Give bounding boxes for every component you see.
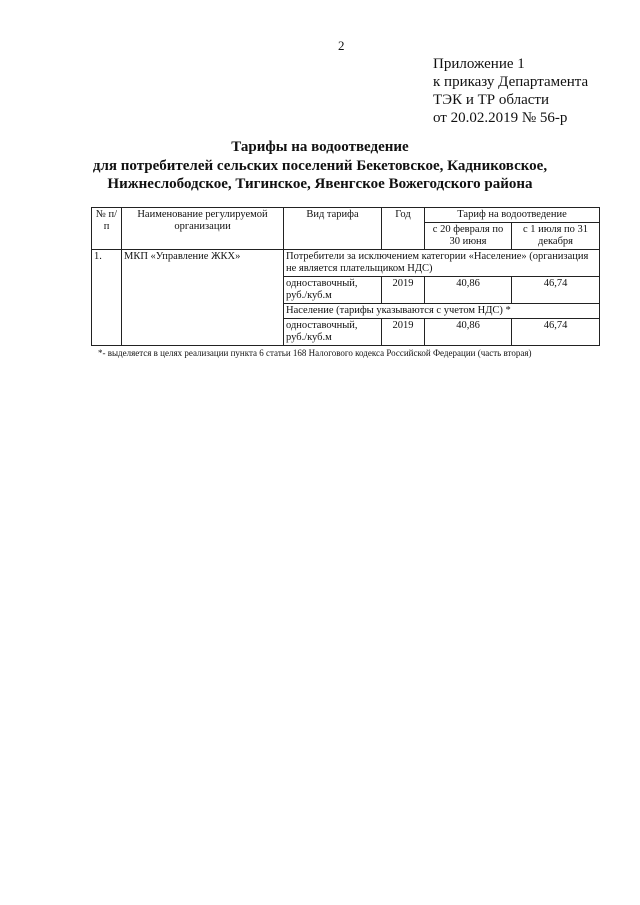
cell-group1-period-1: 40,86 [425, 277, 512, 304]
cell-group2-label: Население (тарифы указываются с учетом НДС) * [284, 304, 600, 319]
title-line-1: Тарифы на водоотведение [231, 139, 409, 155]
cell-group1-period-2: 46,74 [512, 277, 600, 304]
appendix-line-1: Приложение 1 [433, 56, 525, 72]
cell-organization: МКП «Управление ЖКХ» [122, 250, 284, 346]
tariff-table [91, 207, 600, 346]
page-number: 2 [338, 38, 345, 53]
document-title [0, 138, 640, 194]
header-number: № п/п [92, 208, 122, 250]
table-header-row [92, 208, 600, 223]
header-tariff-type: Вид тарифа [284, 208, 382, 250]
appendix-line-3: ТЭК и ТР области [433, 92, 549, 108]
appendix-line-4: от 20.02.2019 № 56-р [433, 110, 568, 126]
title-line-3: Нижнеслободское, Тигинское, Явенгское Вожегодского района [107, 176, 533, 192]
header-organization: Наименование регулируемой организации [122, 208, 284, 250]
footnote: *- выделяется в целях реализации пункта 6 статьи 168 Налогового кодекса Российской Федерации (часть вторая) [98, 348, 532, 358]
header-period-2: с 1 июля по 31 декабря [512, 223, 600, 250]
cell-group2-period-2: 46,74 [512, 319, 600, 346]
cell-group2-type: одноставочный, руб./куб.м [284, 319, 382, 346]
cell-group1-type: одноставочный, руб./куб.м [284, 277, 382, 304]
cell-group1-year: 2019 [382, 277, 425, 304]
title-line-2: для потребителей сельских поселений Бекетовское, Кадниковское, [92, 157, 548, 174]
appendix-reference [433, 55, 588, 127]
table-row [92, 250, 600, 277]
appendix-line-2: к приказу Департамента [433, 74, 589, 90]
cell-group1-label: Потребители за исключением категории «Население» (организация не является плательщиком НДС) [284, 250, 600, 277]
cell-group2-year: 2019 [382, 319, 425, 346]
header-period-1: с 20 февраля по 30 июня [425, 223, 512, 250]
header-year: Год [382, 208, 425, 250]
cell-number: 1. [92, 250, 122, 346]
header-tariff: Тариф на водоотведение [425, 208, 600, 223]
cell-group2-period-1: 40,86 [425, 319, 512, 346]
